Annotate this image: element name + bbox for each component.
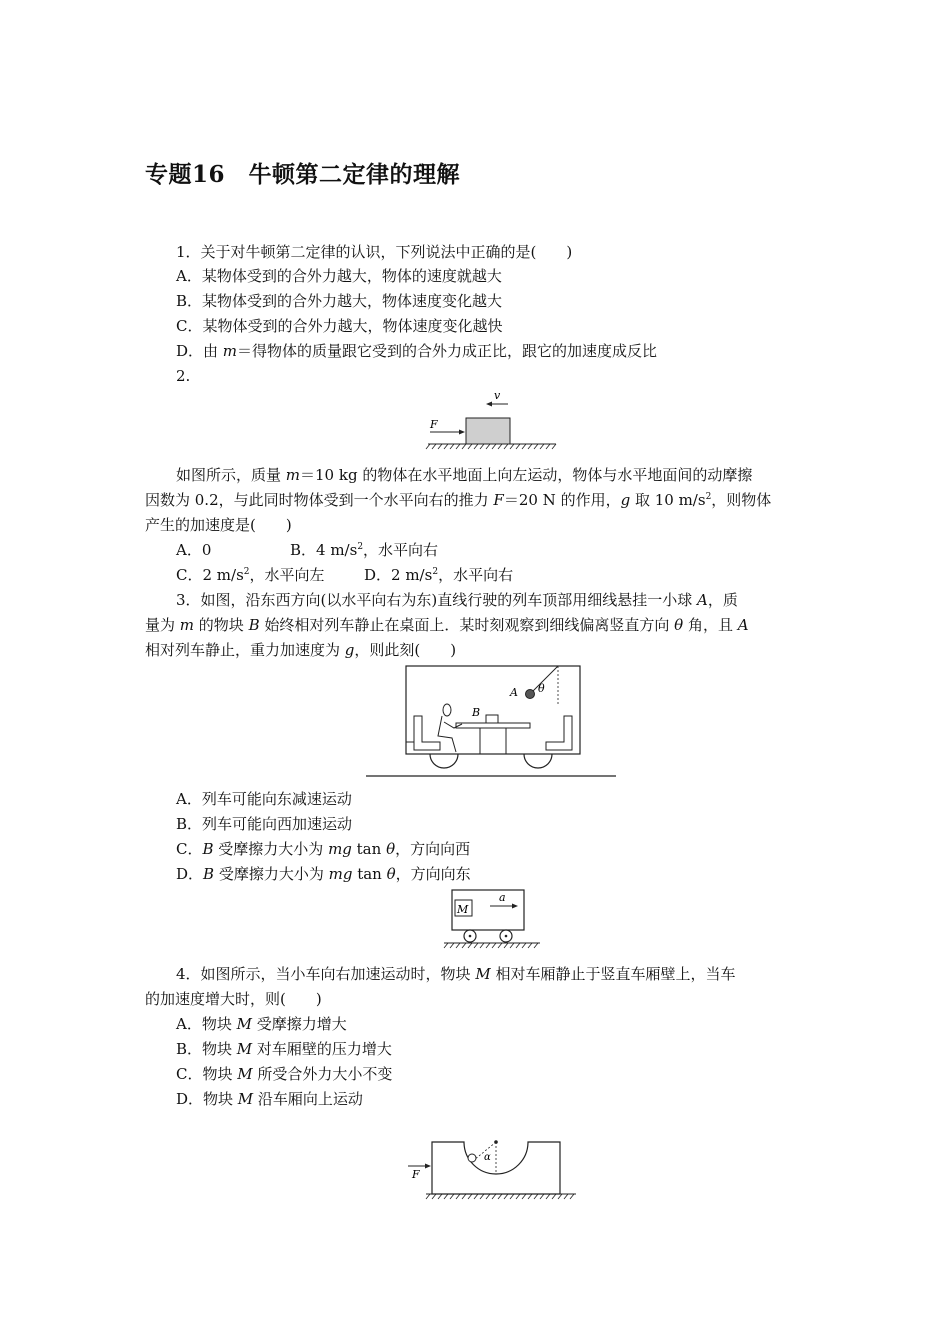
- ball-a: [526, 690, 535, 699]
- block-b-label: B: [472, 706, 481, 719]
- q4-option-a: A．物块 M 受摩擦力增大: [176, 1015, 347, 1033]
- q1-option-b: B．某物体受到的合外力越大，物体速度变化越大: [176, 292, 503, 310]
- cart-figure: [440, 886, 545, 954]
- velocity-label: v: [494, 389, 501, 402]
- block: [466, 418, 510, 444]
- q4-stem-line1: 4．如图所示，当小车向右加速运动时，物块 M 相对车厢静止于竖直车厢壁上，当车: [176, 965, 736, 983]
- q3-stem-line3: 相对列车静止，重力加速度为 g，则此刻( ): [145, 641, 457, 659]
- right-seat: [546, 716, 572, 750]
- q1-option-d: D．由 m＝得物体的质量跟它受到的合外力成正比，跟它的加速度成反比: [176, 342, 658, 360]
- block-b: [486, 715, 498, 723]
- q3-stem-line2: 量为 m 的物块 B 始终相对列车静止在桌面上．某时刻观察到细线偏离竖直方向 θ 角，且 A: [145, 616, 749, 634]
- q2-stem-line1: 如图所示，质量 m＝10 kg 的物体在水平地面上向左运动，物体与水平地面间的动摩擦: [176, 466, 753, 484]
- q3-option-d: D．B 受摩擦力大小为 mg tan θ，方向向东: [176, 865, 471, 883]
- q2-number: 2.: [176, 367, 191, 385]
- q2-option-a: A．0: [176, 541, 212, 559]
- page-title: 专题16 牛顿第二定律的理解: [145, 161, 461, 188]
- right-wheel: [524, 754, 552, 768]
- q3-stem-line1: 3．如图，沿东西方向(以水平向右为东)直线行驶的列车顶部用细线悬挂一小球 A，质: [176, 591, 738, 609]
- left-wheel: [430, 754, 458, 768]
- ball-a-label: A: [510, 686, 518, 699]
- q2-stem-line2: 因数为 0.2，与此同时物体受到一个水平向右的推力 F＝20 N 的作用，g 取 10 $m/s^2$，则物体: [145, 491, 772, 509]
- string: [532, 666, 558, 692]
- block-m-label: M: [457, 903, 469, 916]
- q3-option-b: B．列车可能向西加速运动: [176, 815, 353, 833]
- train-figure: [362, 664, 622, 780]
- q4-option-b: B．物块 M 对车厢壁的压力增大: [176, 1040, 392, 1058]
- q1-option-c: C．某物体受到的合外力越大，物体速度变化越快: [176, 317, 503, 335]
- groove-block-figure: [404, 1134, 580, 1202]
- ball: [468, 1154, 476, 1162]
- q1-stem: 1．关于对牛顿第二定律的认识，下列说法中正确的是( ): [176, 243, 573, 261]
- q4-option-d: D．物块 M 沿车厢向上运动: [176, 1090, 363, 1108]
- q2-option-d: D．2 $m/s^2$，水平向右: [364, 566, 514, 584]
- ground-hatch: [426, 444, 556, 449]
- force-label: F: [412, 1168, 420, 1181]
- q1-option-a: A．某物体受到的合外力越大，物体的速度就越大: [176, 267, 502, 285]
- acceleration-label: a: [499, 891, 506, 904]
- q2-options-ab: [176, 538, 838, 563]
- q2-options-cd: [176, 563, 838, 588]
- q4-option-c: C．物块 M 所受合外力大小不变: [176, 1065, 393, 1083]
- theta-label: θ: [538, 682, 545, 695]
- q4-stem-line2: 的加速度增大时，则( ): [145, 990, 322, 1008]
- q2-option-b: B．4 $m/s^2$，水平向右: [290, 541, 439, 559]
- table-top: [456, 723, 530, 728]
- force-label: F: [430, 418, 438, 431]
- q3-option-c: C．B 受摩擦力大小为 mg tan θ，方向向西: [176, 840, 471, 858]
- train-body: [406, 666, 580, 754]
- q3-option-a: A．列车可能向东减速运动: [176, 790, 352, 808]
- left-seat: [414, 716, 440, 750]
- q2-stem-line3: 产生的加速度是( ): [145, 516, 292, 534]
- alpha-label: α: [484, 1152, 491, 1163]
- q2-option-c: C．2 $m/s^2$，水平向左: [176, 566, 325, 584]
- block-force-figure: [420, 386, 560, 452]
